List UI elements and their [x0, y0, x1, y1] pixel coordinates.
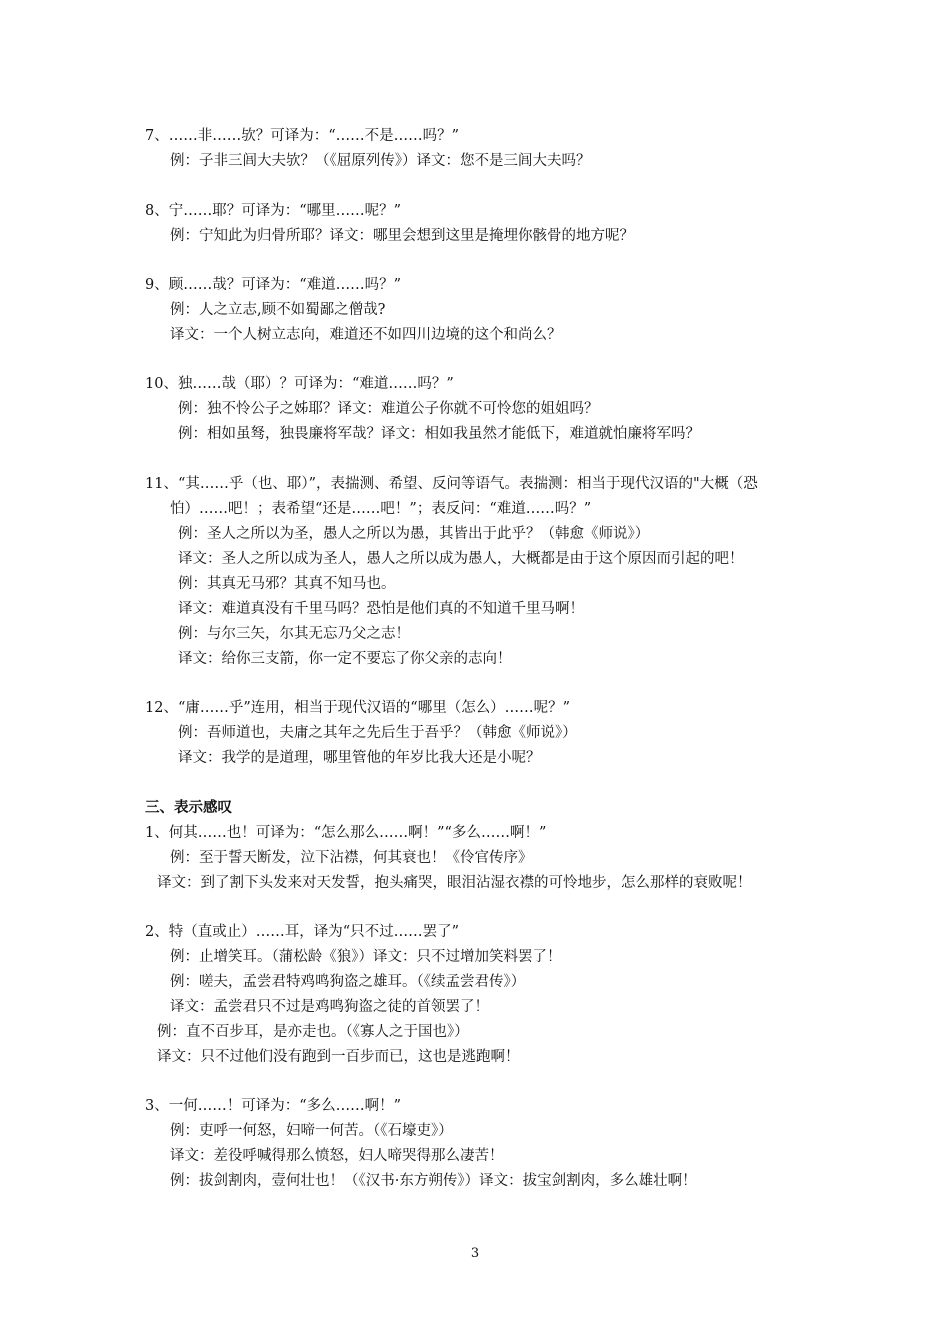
page-number: 3 [470, 1246, 480, 1261]
translation-line: 译文：圣人之所以成为圣人，愚人之所以成为愚人，大概都是由于这个原因而引起的吧！ [178, 551, 744, 567]
example-line: 例：吏呼一何怒，妇啼一何苦。（《石壕吏》） [170, 1123, 453, 1139]
item-12-heading: 12、“庸……乎”连用，相当于现代汉语的“哪里（怎么）……呢？” [145, 700, 571, 716]
example-line: 例：子非三闾大夫欤？（《屈原列传》）译文：您不是三闾大夫吗？ [170, 153, 591, 169]
example-line: 例：宁知此为归骨所耶？译文：哪里会想到这里是掩埋你骸骨的地方呢？ [170, 228, 634, 244]
translation-line: 译文：一个人树立志向，难道还不如四川边境的这个和尚么？ [170, 327, 562, 343]
translation-line: 译文：给你三支箭，你一定不要忘了你父亲的志向！ [178, 651, 512, 667]
item-11-heading: 11、“其……乎（也、耶）”，表揣测、希望、反问等语气。表揣测：相当于现代汉语的"大概（恐 [145, 476, 758, 492]
section-heading: 三、表示感叹 [145, 799, 232, 816]
translation-line: 译文：孟尝君只不过是鸡鸣狗盗之徒的首领罢了！ [170, 999, 489, 1015]
example-line: 例：独不怜公子之姊耶？译文：难道公子你就不可怜您的姐姐吗？ [178, 401, 599, 417]
example-line: 例：嗟夫，孟尝君特鸡鸣狗盗之雄耳。（《续孟尝君传》） [170, 974, 526, 990]
item-2-heading: 2、特（直或止）……耳，译为“只不过……罢了” [145, 924, 460, 940]
example-line: 例：圣人之所以为圣，愚人之所以为愚，其皆出于此乎？（韩愈《师说》） [178, 526, 650, 542]
example-line: 例：直不百步耳，是亦走也。（《寡人之于国也》） [157, 1024, 469, 1040]
translation-line: 译文：难道真没有千里马吗？恐怕是他们真的不知道千里马啊！ [178, 601, 584, 617]
item-9-heading: 9、顾……哉？可译为：“难道……吗？” [145, 277, 402, 293]
item-8-heading: 8、宁……耶？可译为：“哪里……呢？” [145, 203, 402, 219]
example-line: 例：拔剑割肉，壹何壮也！（《汉书·东方朔传》）译文：拔宝剑割肉，多么雄壮啊！ [170, 1173, 697, 1189]
example-line: 例：至于誓天断发，泣下沾襟，何其衰也！《伶官传序》 [170, 850, 533, 866]
example-line: 例：吾师道也，夫庸之其年之先后生于吾乎？（韩愈《师说》） [178, 725, 577, 741]
translation-line: 译文：只不过他们没有跑到一百步而已，这也是逃跑啊！ [157, 1049, 520, 1065]
item-7-heading: 7、……非……欤？可译为：“……不是……吗？” [145, 128, 460, 144]
translation-line: 译文：我学的是道理，哪里管他的年岁比我大还是小呢？ [178, 750, 541, 766]
translation-line: 译文：差役呼喊得那么愤怒，妇人啼哭得那么凄苦！ [170, 1148, 504, 1164]
item-11-heading-cont: 怕）……吧！；表希望“还是……吧！”；表反问：“难道……吗？” [170, 501, 592, 517]
example-line: 例：其真无马邪？其真不知马也。 [178, 576, 396, 592]
item-1-heading: 1、何其……也！可译为：“怎么那么……啊！”“多么……啊！” [145, 825, 547, 841]
item-10-heading: 10、独……哉（耶）？可译为：“难道……吗？” [145, 376, 454, 392]
translation-line: 译文：到了割下头发来对天发誓，抱头痛哭，眼泪沾湿衣襟的可怜地步，怎么那样的衰败呢！ [157, 875, 752, 891]
example-line: 例：与尔三矢，尔其无忘乃父之志！ [178, 626, 410, 642]
example-line: 例：人之立志,顾不如蜀鄙之僧哉? [170, 302, 386, 318]
example-line: 例：止增笑耳。（蒲松龄《狼》）译文：只不过增加笑料罢了！ [170, 949, 562, 965]
item-3-heading: 3、一何……！可译为：“多么……啊！” [145, 1098, 402, 1114]
example-line: 例：相如虽驽，独畏廉将军哉？译文：相如我虽然才能低下，难道就怕廉将军吗？ [178, 426, 700, 442]
